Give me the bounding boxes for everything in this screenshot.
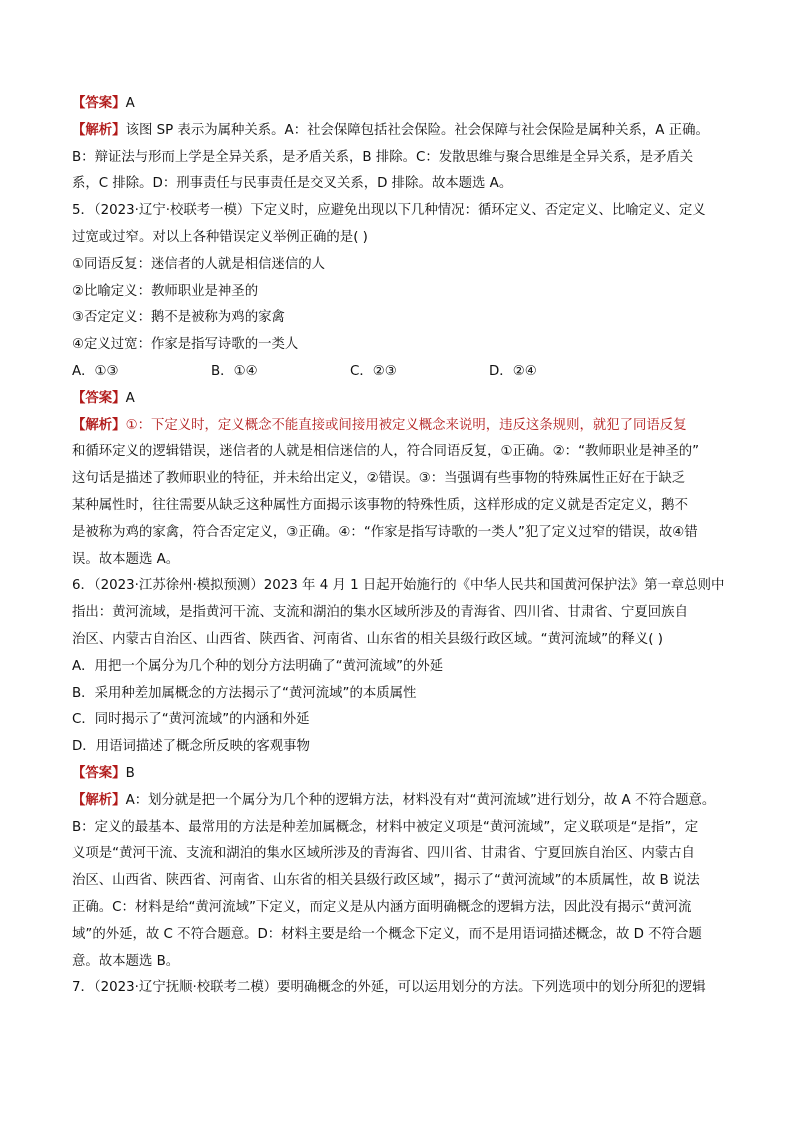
q6-answer-line (72, 761, 732, 788)
answer-label: 【答案】 (72, 765, 126, 781)
answer-label: 【答案】 (72, 96, 126, 111)
analysis-label: 【解析】 (72, 792, 126, 808)
q5-analysis-line: 这句话是描述了教师职业的特征，并未给出定义，②错误。③：当强调有些事物的特殊属性正好在于缺乏 (72, 471, 686, 487)
q5-stem-line: 过宽或过窄。对以上各种错误定义举例正确的是( ) (72, 229, 368, 245)
answer-value: A (125, 390, 135, 406)
q6-option-a: A．用把一个属分为几个种的划分方法明确了“黄河流域”的外延 (72, 658, 444, 674)
option-c: C．②③ (350, 363, 397, 379)
analysis-label: 【解析】 (72, 417, 126, 433)
option-d: D．②④ (489, 363, 537, 379)
answer-value: B (125, 765, 135, 781)
q4-analysis-line: B：辩证法与形而上学是全异关系，是矛盾关系，B 排除。C：发散思维与聚合思维是全异关系，是矛盾关 (72, 149, 694, 165)
q5-analysis-line: 误。故本题选 A。 (72, 551, 180, 567)
q6-analysis-line: 域”的外延，故 C 不符合题意。D：材料主要是给一个概念下定义，而不是用语词描述概念，故 D 不符合题 (72, 926, 702, 942)
answer-label: 【答案】 (72, 390, 126, 406)
analysis-label: 【解析】 (72, 122, 126, 138)
q6-analysis-line: 正确。C：材料是给“黄河流域”下定义，而定义是从内涵方面明确概念的逻辑方法，因此没有揭示“黄河流 (72, 899, 692, 915)
q6-option-b: B．采用种差加属概念的方法揭示了“黄河流域”的本质属性 (72, 685, 417, 701)
q6-analysis-line (72, 788, 732, 815)
q5-item: ④定义过宽：作家是指写诗歌的一类人 (72, 337, 299, 353)
q4-analysis-line: 系，C 排除。D：刑事责任与民事责任是交叉关系，D 排除。故本题选 A。 (72, 176, 513, 192)
answer-value: A (125, 96, 135, 111)
q7-stem-line: 7．（2023·辽宁抚顺·校联考二模）要明确概念的外延，可以运用划分的方法。下列选项中的划分所犯的逻辑 (72, 980, 706, 996)
q5-analysis-line: 是被称为鸡的家禽，符合否定定义，③正确。④：“作家是指写诗歌的一类人”犯了定义过窄的错误，故④错 (72, 524, 698, 540)
q6-analysis-line: B：定义的最基本、最常用的方法是种差加属概念，材料中被定义项是“黄河流域”，定义联项是“是指”，定 (72, 819, 699, 835)
option-b: B．①④ (211, 363, 258, 379)
analysis-text: A：划分就是把一个属分为几个种的逻辑方法，材料没有对“黄河流域”进行划分，故 A 不符合题意。 (125, 792, 716, 808)
q5-analysis-line (72, 413, 732, 440)
q5-analysis-line: 和循环定义的逻辑错误，迷信者的人就是相信迷信的人，符合同语反复，①正确。②：“教师职业是神圣的” (72, 444, 700, 460)
q5-item: ③否定定义：鹅不是被称为鸡的家禽 (72, 310, 285, 326)
q4-analysis-line (72, 118, 732, 145)
q5-stem-line: 5．（2023·辽宁·校联考一模）下定义时，应避免出现以下几种情况：循环定义、否定定义、比喻定义、定义 (72, 203, 706, 219)
q5-item: ②比喻定义：教师职业是神圣的 (72, 283, 259, 299)
document-body (72, 91, 732, 1002)
q6-stem-line: 6．（2023·江苏徐州·模拟预测）2023 年 4 月 1 日起开始施行的《中华人民共和国黄河保护法》第一章总则中 (72, 578, 725, 594)
option-a: A．①③ (72, 363, 119, 379)
q6-option-c: C．同时揭示了“黄河流域”的内涵和外延 (72, 712, 310, 728)
q4-answer-line (72, 91, 732, 118)
q5-analysis-line: 某种属性时，往往需要从缺乏这种属性方面揭示该事物的特殊性质，这样形成的定义就是否定定义，鹅不 (72, 497, 688, 513)
analysis-text: 该图 SP 表示为属种关系。A：社会保障包括社会保险。社会保障与社会保险是属种关系，A 正确。 (125, 122, 709, 138)
analysis-text: ①：下定义时，定义概念不能直接或间接用被定义概念来说明，违反这条规则，就犯了同语反复 (125, 417, 687, 433)
q6-option-d: D．用语词描述了概念所反映的客观事物 (72, 739, 310, 755)
q6-stem-line: 治区、内蒙古自治区、山西省、陕西省、河南省、山东省的相关县级行政区域。“黄河流域”的释义( ) (72, 631, 663, 647)
q6-analysis-line: 治区、山西省、陕西省、河南省、山东省的相关县级行政区域”，揭示了“黄河流域”的本质属性，故 B 说法 (72, 873, 700, 889)
q6-analysis-line: 义项是“黄河干流、支流和湖泊的集水区域所涉及的青海省、四川省、甘肃省、宁夏回族自治区、内蒙古自 (72, 846, 695, 862)
q5-item: ①同语反复：迷信者的人就是相信迷信的人 (72, 256, 326, 272)
q5-answer-line (72, 386, 732, 413)
q6-analysis-line: 意。故本题选 B。 (72, 953, 180, 969)
q5-options (72, 359, 732, 386)
q6-stem-line: 指出：黄河流域，是指黄河干流、支流和湖泊的集水区域所涉及的青海省、四川省、甘肃省、宁夏回族自 (72, 605, 688, 621)
